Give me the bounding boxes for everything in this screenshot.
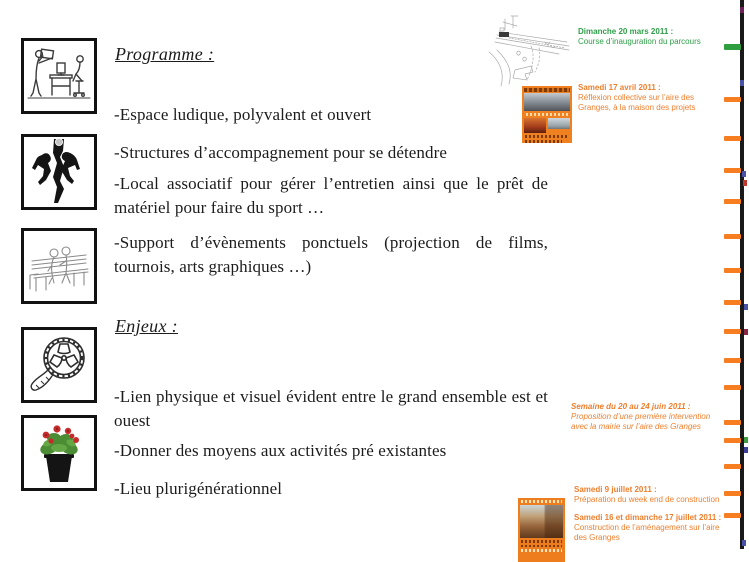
icon-frame-5 — [21, 415, 97, 491]
icon-frame-1 — [21, 38, 97, 114]
timeline-dot — [742, 540, 746, 546]
timeline-dot — [740, 7, 744, 13]
flyer-footer-text-2 — [525, 140, 562, 143]
enjeux-item-3: -Lieu plurigénérationnel — [114, 479, 283, 498]
icon-frame-3 — [21, 228, 97, 304]
timeline-tick — [724, 329, 741, 334]
event-date: Semaine du 20 au 24 juin 2011 : — [571, 402, 691, 411]
flyer-text-line — [521, 545, 562, 548]
street-photo — [548, 118, 570, 129]
timeline-tick — [724, 97, 741, 102]
timeline-event-16-17-juillet — [574, 513, 726, 543]
street-photo — [520, 505, 563, 538]
flyer-title-text — [524, 88, 570, 92]
enjeux-item-2: -Donner des moyens aux activités pré existantes — [114, 441, 447, 460]
timeline-tick — [724, 464, 741, 469]
flyer-thumbnail-april — [522, 86, 572, 143]
timeline-dot — [743, 180, 747, 186]
timeline-event-9-juillet — [574, 485, 734, 505]
event-description: Préparation du week end de construction — [574, 495, 720, 504]
programme-item-3: -Local associatif pour gérer l’entretien ainsi que le prêt de matériel pour faire du sport … — [114, 174, 548, 217]
timeline-tick — [724, 136, 741, 141]
timeline-tick — [724, 168, 741, 173]
crowd-photo — [524, 93, 570, 111]
programme-item-1: -Espace ludique, polyvalent et ouvert — [114, 105, 372, 124]
bench-couple-icon — [24, 231, 94, 301]
enjeux-heading: Enjeux : — [115, 316, 178, 336]
timeline-tick — [724, 268, 741, 273]
timeline-tick — [724, 513, 741, 518]
flyer-thumbnail-july — [518, 498, 565, 562]
flyer-caption-text — [526, 113, 568, 116]
event-date: Samedi 16 et dimanche 17 juillet 2011 : — [574, 513, 722, 522]
timeline-dot — [740, 80, 744, 86]
enjeux-item-1: -Lien physique et visuel évident entre le grand ensemble est et ouest — [114, 387, 548, 430]
timeline-dot — [742, 171, 746, 177]
event-description: Course d’inauguration du parcours — [578, 37, 701, 46]
film-reel-icon — [24, 330, 94, 400]
flower-pot-icon — [24, 418, 94, 488]
flyer-text-line — [521, 549, 562, 552]
programme-item-4: -Support d’évènements ponctuels (projection de films, tournois, arts graphiques …) — [114, 233, 548, 276]
timeline-dot — [744, 437, 748, 443]
programme-heading: Programme : — [115, 44, 215, 64]
timeline-event-mars — [578, 27, 730, 47]
event-description: Proposition d’une première intervention avec la mairie sur l’aire des Granges — [571, 412, 711, 431]
timeline-tick — [724, 358, 741, 363]
timeline-dot — [744, 329, 748, 335]
icon-frame-4 — [21, 327, 97, 403]
timeline-dot — [744, 447, 748, 453]
parcours-sketch — [487, 8, 573, 88]
timeline-tick — [724, 234, 741, 239]
flyer-footer-text — [525, 135, 569, 138]
flyer-title-text — [521, 500, 562, 503]
delivery-to-desk-icon — [24, 41, 94, 111]
timeline-event-avril — [578, 83, 726, 113]
icon-frame-2 — [21, 134, 97, 210]
event-date: Dimanche 20 mars 2011 : — [578, 27, 674, 36]
flyer-text-line — [521, 540, 562, 543]
event-description: Construction de l’aménagement sur l’aire des Granges — [574, 523, 720, 542]
event-date: Samedi 9 juillet 2011 : — [574, 485, 657, 494]
timeline-dot — [744, 304, 748, 310]
timeline-tick — [724, 385, 741, 390]
timeline-tick — [724, 300, 741, 305]
timeline-event-juin — [571, 402, 727, 432]
timeline-tick — [724, 438, 741, 443]
programme-item-2: -Structures d’accompagnement pour se détendre — [114, 143, 448, 162]
event-date: Samedi 17 avril 2011 : — [578, 83, 661, 92]
climbing-figures-icon — [24, 137, 94, 207]
meeting-photo — [524, 118, 546, 133]
event-description: Réflexion collective sur l’aire des Granges, à la maison des projets — [578, 93, 696, 112]
timeline-tick — [724, 199, 741, 204]
